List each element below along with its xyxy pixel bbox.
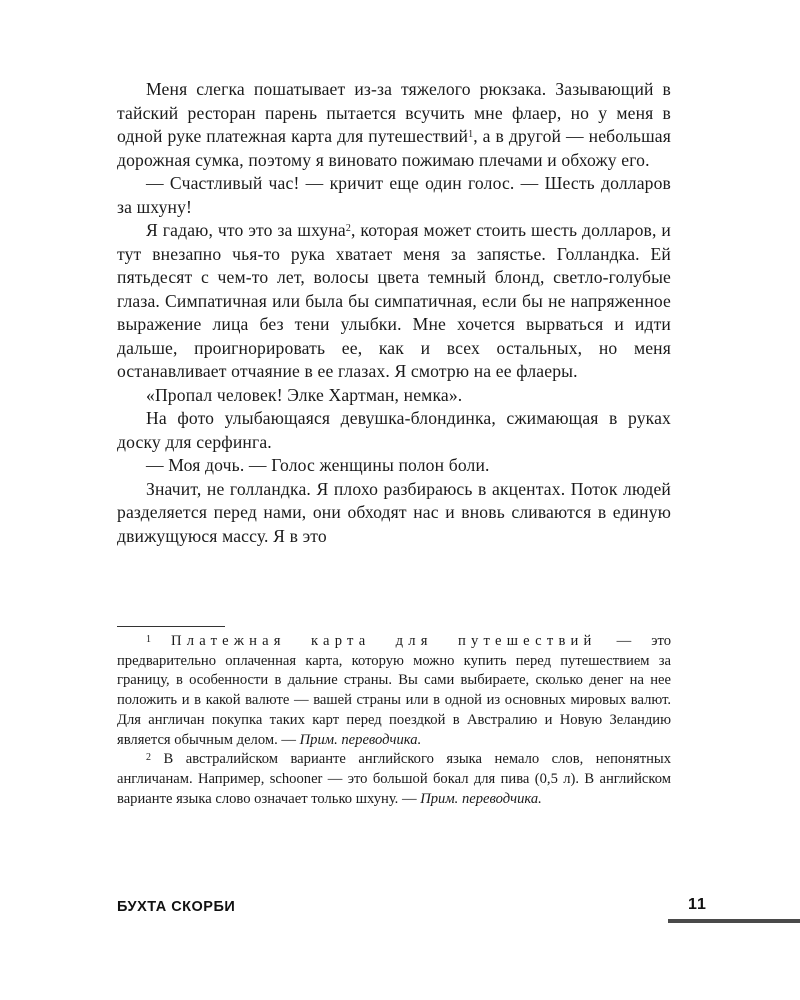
- paragraph-4: «Пропал человек! Элке Хартман, немка».: [146, 384, 463, 405]
- footnote-ref-2: 2: [345, 223, 351, 234]
- paragraph-1-rest: , а в другой — небольшая дорожная сумка, поэтому я виновато пожимаю плечами и обхожу его.: [117, 126, 672, 170]
- paragraph-1-text: Меня слегка пошатывает из-за тяжелого рюкзака. Зазывающий в тайский ресторан парень пытается всучить мне флаер, но у меня в одной руке платежная карта для путешествий: [117, 79, 671, 146]
- footnote-2-note: Прим. переводчика.: [420, 790, 542, 807]
- footnote-1-note: Прим. переводчика.: [299, 731, 422, 748]
- footnote-1-term: Платежная карта для путешествий: [171, 633, 597, 649]
- footnote-1: [117, 632, 671, 750]
- paragraph-5: На фото улыбающаяся девушка-блондинка, сжимающая в руках доску для серфинга.: [117, 408, 671, 452]
- paragraph-1: [117, 78, 671, 172]
- footnote-1-text: — это предварительно оплаченная карта, которую можно купить перед путешествием за границу, в особенности в дальние страны. Вы сами выбираете, сколько денег на нее положить и в какой валюте — вашей страны или в одной из основных мировых валют. Для англичан покупка таких карт перед поездкой в Австралию и Новую Зеландию является обычным делом. —: [117, 633, 671, 748]
- footer-bar: [668, 919, 800, 923]
- page-number: 11: [688, 896, 707, 913]
- footnote-2: [117, 750, 671, 809]
- running-title: БУХТА СКОРБИ: [117, 899, 236, 915]
- footnote-2-number: 2: [146, 752, 151, 764]
- paragraph-3-rest: , которая может стоить шесть долларов, и тут внезапно чья-то рука хватает меня за запястье. Голландка. Ей пятьдесят с чем-то лет, волосы цвета темный блонд, светло-голубые глаза. Симпатичная или была бы симпатичная, если бы не напряженное выражение лица без тени улыбки. Мне хочется вырваться и идти дальше, проигнорировать ее, как и всех остальных, но меня останавливает отчаяние в ее глазах. Я смотрю на ее флаеры.: [117, 220, 671, 381]
- main-text: [117, 78, 671, 548]
- paragraph-3: [117, 219, 671, 384]
- paragraph-2: — Счастливый час! — кричит еще один голос. — Шесть долларов за шхуну!: [117, 173, 671, 217]
- footnotes: [117, 632, 671, 809]
- page-footer: [0, 895, 800, 925]
- paragraph-6: — Моя дочь. — Голос женщины полон боли.: [146, 455, 490, 475]
- footnote-ref-1: 1: [468, 129, 474, 140]
- paragraph-7: Значит, не голландка. Я плохо разбираюсь в акцентах. Поток людей разделяется перед нами, они обходят нас и вновь сливаются в единую движущуюся массу. Я в это: [117, 478, 671, 546]
- footnote-2-text: В австралийском варианте английского языка немало слов, непонятных англичанам. Например, schooner — это большой бокал для пива (0,5 л). В английском варианте языка слово означает только шхуну. —: [117, 751, 671, 807]
- footnote-divider: [117, 626, 225, 627]
- footnote-1-number: 1: [146, 634, 151, 645]
- paragraph-3-text: Я гадаю, что это за шхуна: [146, 220, 346, 240]
